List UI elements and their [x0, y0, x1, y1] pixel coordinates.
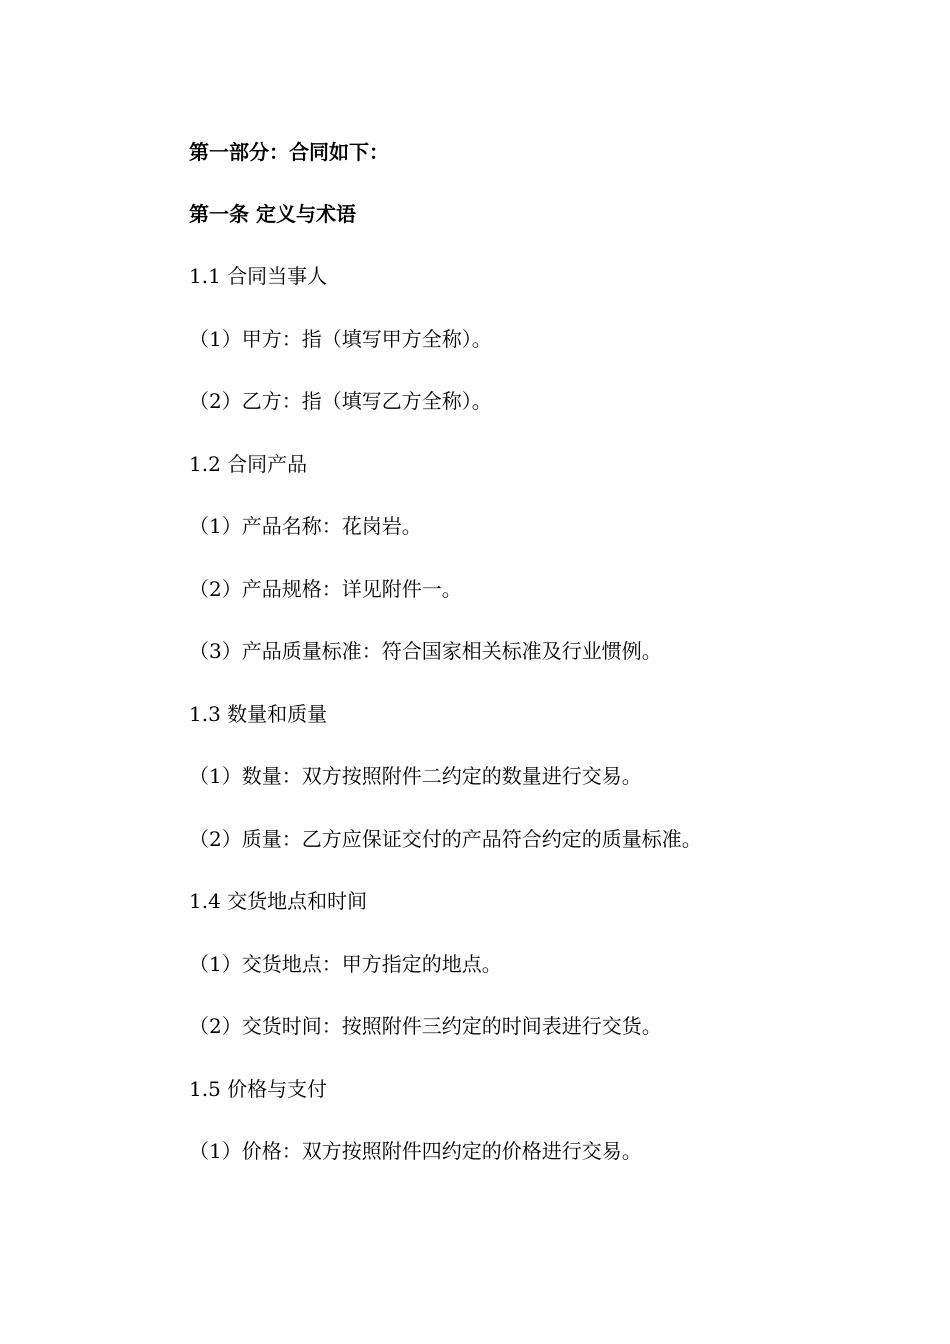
section-heading-1-1: 1.1 合同当事人	[189, 264, 328, 288]
clause-quality-standard: （3）产品质量标准：符合国家相关标准及行业惯例。	[189, 639, 662, 663]
section-heading-1-2: 1.2 合同产品	[189, 452, 308, 476]
section-heading-1-3: 1.3 数量和质量	[189, 702, 328, 726]
clause-price: （1）价格：双方按照附件四约定的价格进行交易。	[189, 1139, 642, 1163]
clause-delivery-time: （2）交货时间：按照附件三约定的时间表进行交货。	[189, 1014, 662, 1038]
section-heading-1-4: 1.4 交货地点和时间	[189, 889, 368, 913]
part-heading: 第一部分：合同如下：	[189, 140, 389, 164]
clause-party-a: （1）甲方：指（填写甲方全称）。	[189, 327, 492, 351]
article-heading: 第一条 定义与术语	[189, 202, 356, 226]
clause-party-b: （2）乙方：指（填写乙方全称）。	[189, 389, 492, 413]
clause-quality: （2）质量：乙方应保证交付的产品符合约定的质量标准。	[189, 827, 702, 851]
clause-quantity: （1）数量：双方按照附件二约定的数量进行交易。	[189, 764, 642, 788]
section-heading-1-5: 1.5 价格与支付	[189, 1077, 328, 1101]
clause-delivery-place: （1）交货地点：甲方指定的地点。	[189, 952, 502, 976]
clause-product-name: （1）产品名称：花岗岩。	[189, 514, 422, 538]
clause-product-spec: （2）产品规格：详见附件一。	[189, 577, 462, 601]
